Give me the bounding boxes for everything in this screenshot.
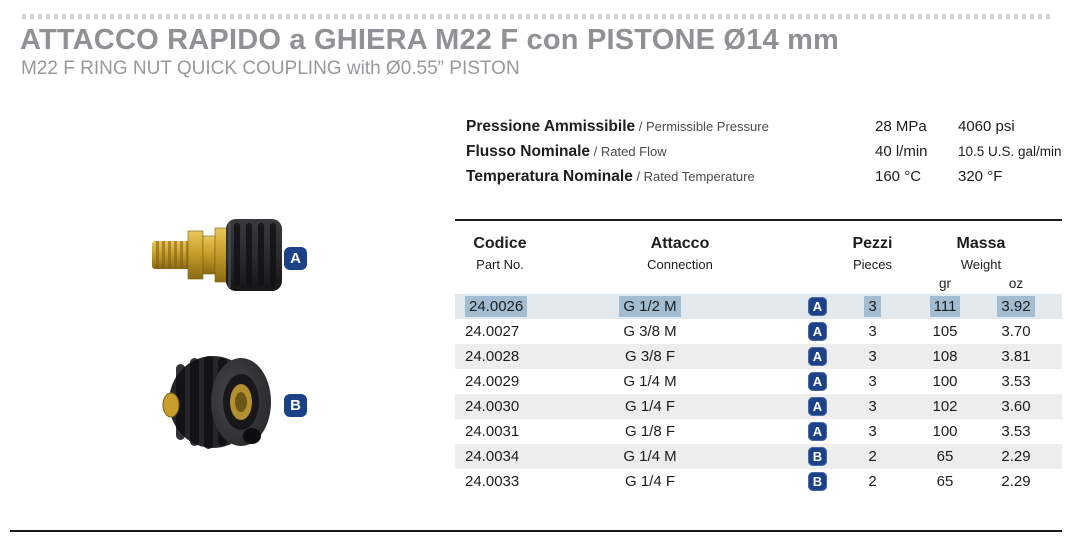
header-weight: Weight xyxy=(960,257,1002,272)
cell-figure xyxy=(790,297,845,316)
spec-value-metric: 28 MPa xyxy=(875,118,927,135)
page-title: ATTACCO RAPIDO a GHIERA M22 F con PISTONE Ø14 mm xyxy=(20,24,840,56)
cell-part-no: 24.0030 xyxy=(465,398,520,415)
header-pezzi: Pezzi xyxy=(852,235,893,252)
cell-connection: G 1/4 F xyxy=(624,398,676,415)
figure-badge xyxy=(808,397,827,416)
figure-a-badge xyxy=(284,247,307,270)
cell-figure xyxy=(790,372,845,391)
cell-connection: G 3/8 F xyxy=(624,348,676,365)
cell-weight-oz: 3.70 xyxy=(1001,323,1031,340)
cell-weight-oz: 3.60 xyxy=(1001,398,1031,415)
cell-connection: G 1/8 F xyxy=(624,423,676,440)
figure-badge xyxy=(808,322,827,341)
figure-b-badge xyxy=(284,394,307,417)
product-a-image xyxy=(150,214,285,301)
spec-value-imperial: 10.5 U.S. gal/min xyxy=(958,144,1062,159)
header-unit-gr: gr xyxy=(938,276,951,291)
table-row[interactable] xyxy=(455,419,1062,444)
cell-figure xyxy=(790,397,845,416)
cell-part-no: 24.0027 xyxy=(465,323,520,340)
spec-label xyxy=(466,168,755,186)
parts-table xyxy=(455,219,1062,494)
spec-value-metric: 40 l/min xyxy=(875,143,928,160)
spec-label-en: Permissible Pressure xyxy=(645,118,769,134)
cell-figure xyxy=(790,347,845,366)
product-b-image xyxy=(158,350,283,460)
spec-label-en: Rated Flow xyxy=(600,143,667,159)
spec-separator: / xyxy=(635,118,646,134)
cell-part-no: 24.0029 xyxy=(465,373,520,390)
selected-text: 24.0026 xyxy=(465,296,527,317)
header-unit-oz: oz xyxy=(1008,276,1024,291)
figure-letter: A xyxy=(812,374,823,389)
spec-value-imperial: 320 °F xyxy=(958,168,1003,185)
header-attacco: Attacco xyxy=(650,235,710,252)
cell-figure xyxy=(790,472,845,491)
cell-weight-gr: 65 xyxy=(936,473,954,490)
cell-pieces: 3 xyxy=(868,398,877,415)
header-massa: Massa xyxy=(956,235,1006,252)
spec-separator: / xyxy=(632,168,644,184)
spec-row-temperature xyxy=(466,164,1066,189)
figure-badge xyxy=(808,347,827,366)
spec-value-metric: 160 °C xyxy=(875,168,922,185)
cell-pieces: 3 xyxy=(868,373,877,390)
table-header-main xyxy=(455,221,1062,253)
spec-label-it: Temperatura Nominale xyxy=(466,167,633,185)
cell-part-no xyxy=(455,296,570,317)
cell-pieces: 3 xyxy=(868,348,877,365)
spec-label-it: Flusso Nominale xyxy=(466,142,591,160)
cell-figure xyxy=(790,447,845,466)
selected-text: G 1/2 M xyxy=(619,296,680,317)
spec-row-flow xyxy=(466,139,1066,164)
table-row[interactable] xyxy=(455,369,1062,394)
spec-label-en: Rated Temperature xyxy=(643,168,755,184)
figure-letter: B xyxy=(812,449,823,464)
table-row[interactable] xyxy=(455,469,1062,494)
page-bottom-rule xyxy=(10,530,1062,532)
cell-weight-oz xyxy=(990,296,1062,317)
spec-label xyxy=(466,118,769,136)
spec-value-imperial: 4060 psi xyxy=(958,118,1015,135)
figure-badge xyxy=(808,472,827,491)
cell-connection: G 3/8 M xyxy=(623,323,677,340)
cell-figure xyxy=(790,322,845,341)
cell-weight-gr: 100 xyxy=(932,423,958,440)
cell-pieces: 2 xyxy=(868,473,877,490)
table-header-units xyxy=(455,272,1062,294)
cell-weight-oz: 2.29 xyxy=(1001,473,1031,490)
cell-weight-oz: 3.53 xyxy=(1001,373,1031,390)
figure-badge xyxy=(808,297,827,316)
header-connection: Connection xyxy=(647,257,713,272)
cell-pieces xyxy=(845,296,900,317)
header-pieces: Pieces xyxy=(852,257,893,272)
table-header-sub xyxy=(455,253,1062,272)
cell-pieces: 2 xyxy=(868,448,877,465)
page-subtitle: M22 F RING NUT QUICK COUPLING with Ø0.55” PISTON xyxy=(21,58,520,79)
figure-a-letter: A xyxy=(290,250,301,267)
figure-b-letter: B xyxy=(290,397,301,414)
spec-separator: / xyxy=(590,143,601,159)
cell-part-no: 24.0028 xyxy=(465,348,520,365)
cell-connection: G 1/4 M xyxy=(623,448,677,465)
figure-badge xyxy=(808,447,827,466)
cell-weight-gr xyxy=(900,296,990,317)
figure-letter: A xyxy=(812,349,823,364)
cell-weight-oz: 2.29 xyxy=(1001,448,1031,465)
table-row[interactable] xyxy=(455,444,1062,469)
selected-text: 3.92 xyxy=(997,296,1034,317)
spec-label-it: Pressione Ammissibile xyxy=(466,117,636,135)
cell-pieces: 3 xyxy=(868,323,877,340)
figure-letter: A xyxy=(812,324,823,339)
dotted-divider xyxy=(22,14,1054,19)
cell-weight-oz: 3.53 xyxy=(1001,423,1031,440)
cell-connection: G 1/4 M xyxy=(623,373,677,390)
spec-label xyxy=(466,143,667,161)
figure-letter: A xyxy=(812,424,823,439)
spec-row-pressure xyxy=(466,114,1066,139)
cell-weight-oz: 3.81 xyxy=(1001,348,1031,365)
cell-connection: G 1/4 F xyxy=(624,473,676,490)
cell-part-no: 24.0033 xyxy=(465,473,520,490)
table-row[interactable] xyxy=(455,344,1062,369)
figure-letter: A xyxy=(812,399,823,414)
selected-text: 111 xyxy=(930,296,961,317)
table-row[interactable] xyxy=(455,294,1062,319)
table-row[interactable] xyxy=(455,394,1062,419)
specs-block xyxy=(466,114,1066,189)
cell-weight-gr: 100 xyxy=(932,373,958,390)
cell-weight-gr: 105 xyxy=(932,323,958,340)
header-part-no: Part No. xyxy=(476,257,524,272)
figure-letter: B xyxy=(812,474,823,489)
figure-badge xyxy=(808,372,827,391)
header-codice: Codice xyxy=(473,235,527,252)
figure-letter: A xyxy=(812,299,823,314)
cell-weight-gr: 102 xyxy=(932,398,958,415)
cell-figure xyxy=(790,422,845,441)
figure-badge xyxy=(808,422,827,441)
selected-text: 3 xyxy=(864,296,880,317)
cell-connection xyxy=(570,296,790,317)
cell-part-no: 24.0034 xyxy=(465,448,520,465)
cell-pieces: 3 xyxy=(868,423,877,440)
cell-weight-gr: 108 xyxy=(932,348,958,365)
cell-weight-gr: 65 xyxy=(936,448,954,465)
cell-part-no: 24.0031 xyxy=(465,423,520,440)
table-row[interactable] xyxy=(455,319,1062,344)
